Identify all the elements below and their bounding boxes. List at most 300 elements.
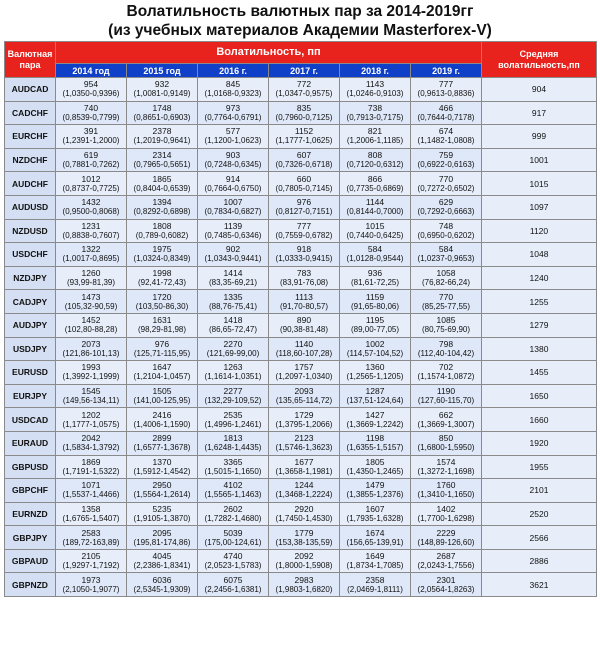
average-volatility: 1920 [482, 431, 597, 455]
price-range: (102,80-88,28) [64, 325, 118, 335]
volatility-cell [340, 243, 411, 267]
volatility-value: 2583 [81, 527, 101, 538]
price-range: (127,60-115,70) [417, 396, 475, 406]
volatility-value: 1360 [365, 362, 385, 373]
volatility-cell [340, 502, 411, 526]
volatility-cell [198, 313, 269, 337]
volatility-cell [340, 172, 411, 196]
volatility-value: 845 [225, 79, 241, 90]
volatility-cell [269, 337, 340, 361]
price-range: (1,5537-1,4466) [62, 490, 120, 500]
volatility-cell [56, 243, 127, 267]
average-volatility: 1120 [482, 219, 597, 243]
price-range: (1,7191-1,5322) [62, 466, 120, 476]
volatility-cell [411, 573, 482, 597]
volatility-value: 1452 [81, 315, 101, 326]
volatility-value: 1394 [152, 197, 172, 208]
volatility-cell [340, 101, 411, 125]
price-range: (1,6355-1,5157) [346, 443, 404, 453]
volatility-value: 1370 [152, 456, 172, 467]
price-range: (1,2104-1,0457) [133, 372, 191, 382]
volatility-value: 2123 [294, 433, 314, 444]
volatility-cell [56, 361, 127, 385]
price-range: (91,70-80,57) [279, 301, 329, 311]
price-range: (132,29-109,52) [204, 396, 262, 406]
volatility-cell [127, 455, 198, 479]
volatility-cell [340, 78, 411, 102]
volatility-cell [269, 172, 340, 196]
volatility-cell [269, 78, 340, 102]
volatility-value: 1159 [365, 291, 385, 302]
price-range: (0,7248-0,6345) [204, 160, 262, 170]
volatility-value: 740 [83, 102, 99, 113]
price-range: (0,8292-0,6898) [133, 207, 191, 217]
volatility-value: 1427 [365, 409, 385, 420]
price-range: (1,0246-0,9103) [346, 89, 404, 99]
volatility-cell [198, 148, 269, 172]
volatility-value: 6036 [152, 574, 172, 585]
table-body [5, 78, 597, 597]
volatility-value: 1545 [81, 386, 101, 397]
price-range: (1,5565-1,1463) [204, 490, 262, 500]
volatility-value: 1729 [294, 409, 314, 420]
price-range: (0,7913-0,7175) [346, 112, 404, 122]
volatility-cell [269, 431, 340, 455]
average-volatility: 1279 [482, 313, 597, 337]
average-volatility: 3621 [482, 573, 597, 597]
price-range: (93,99-81,39) [66, 278, 116, 288]
volatility-value: 1335 [223, 291, 243, 302]
volatility-cell [411, 266, 482, 290]
volatility-cell [198, 78, 269, 102]
price-range: (0,7440-0,6425) [346, 230, 404, 240]
volatility-value: 1322 [81, 244, 101, 255]
volatility-value: 1869 [81, 456, 101, 467]
price-range: (1,1482-1,0808) [417, 136, 475, 146]
volatility-cell [411, 78, 482, 102]
price-range: (148,89-126,60) [417, 537, 475, 547]
price-range: (1,3410-1,1650) [417, 490, 475, 500]
price-range: (0,789-0,6082) [135, 230, 189, 240]
price-range: (0,8838-0,7607) [62, 230, 120, 240]
price-range: (175,00-124,61) [204, 537, 262, 547]
volatility-value: 1805 [365, 456, 385, 467]
volatility-cell [340, 148, 411, 172]
volatility-value: 1993 [81, 362, 101, 373]
price-range: (0,8144-0,7000) [346, 207, 404, 217]
price-range: (0,7735-0,6869) [346, 183, 404, 193]
volatility-value: 466 [438, 102, 454, 113]
volatility-value: 783 [296, 268, 312, 279]
volatility-value: 1631 [152, 315, 172, 326]
volatility-value: 1649 [365, 551, 385, 562]
volatility-cell [127, 243, 198, 267]
price-range: (118,60-107,28) [275, 348, 333, 358]
volatility-cell [269, 125, 340, 149]
volatility-value: 808 [367, 150, 383, 161]
volatility-cell [56, 78, 127, 102]
volatility-cell [56, 148, 127, 172]
volatility-cell [340, 384, 411, 408]
volatility-value: 1071 [81, 480, 101, 491]
price-range: (105,32-90,59) [64, 301, 118, 311]
volatility-cell [411, 313, 482, 337]
volatility-value: 914 [225, 173, 241, 184]
volatility-cell [56, 384, 127, 408]
price-range: (1,0128-0,9544) [346, 254, 404, 264]
volatility-value: 5039 [223, 527, 243, 538]
average-volatility: 1255 [482, 290, 597, 314]
volatility-value: 2314 [152, 150, 172, 161]
pair-name: AUDCHF [5, 172, 56, 196]
price-range: (1,1777-1,0625) [275, 136, 333, 146]
pair-name: GBPUSD [5, 455, 56, 479]
price-range: (103,50-86,30) [135, 301, 189, 311]
price-range: (1,3658-1,1981) [275, 466, 333, 476]
average-volatility: 2886 [482, 549, 597, 573]
volatility-value: 1674 [365, 527, 385, 538]
price-range: (1,3795-1,2066) [275, 419, 333, 429]
volatility-cell [198, 101, 269, 125]
volatility-cell [269, 573, 340, 597]
volatility-cell [198, 502, 269, 526]
price-range: (1,2097-1,0340) [275, 372, 333, 382]
price-range: (1,0347-0,9575) [275, 89, 333, 99]
pair-name: USDJPY [5, 337, 56, 361]
volatility-cell [411, 101, 482, 125]
average-volatility: 1955 [482, 455, 597, 479]
price-range: (1,3992-1,1999) [62, 372, 120, 382]
average-volatility: 1455 [482, 361, 597, 385]
price-range: (1,3468-1,2224) [275, 490, 333, 500]
price-range: (0,7559-0,6782) [275, 230, 333, 240]
volatility-value: 1231 [81, 220, 101, 231]
price-range: (195,81-174,86) [133, 537, 191, 547]
volatility-cell [411, 549, 482, 573]
table-row [5, 526, 597, 550]
average-volatility: 1015 [482, 172, 597, 196]
price-range: (1,7935-1,6328) [346, 513, 404, 523]
volatility-cell [56, 408, 127, 432]
price-range: (83,91-76,08) [279, 278, 329, 288]
price-range: (125,71-115,95) [133, 348, 191, 358]
volatility-value: 2229 [436, 527, 456, 538]
price-range: (0,8404-0,6539) [133, 183, 191, 193]
price-range: (1,5746-1,3623) [275, 443, 333, 453]
price-range: (1,0168-0,9323) [204, 89, 262, 99]
volatility-value: 777 [438, 79, 454, 90]
volatility-value: 850 [438, 433, 454, 444]
volatility-cell [269, 148, 340, 172]
volatility-value: 1865 [152, 173, 172, 184]
price-range: (0,8737-0,7725) [62, 183, 120, 193]
price-range: (1,1574-1,0872) [417, 372, 475, 382]
volatility-cell [127, 78, 198, 102]
volatility-value: 1432 [81, 197, 101, 208]
volatility-value: 4102 [223, 480, 243, 491]
volatility-value: 5235 [152, 503, 172, 514]
volatility-value: 1479 [365, 480, 385, 491]
volatility-value: 2950 [152, 480, 172, 491]
volatility-cell [198, 219, 269, 243]
price-range: (1,6765-1,5407) [62, 513, 120, 523]
pair-name: GBPNZD [5, 573, 56, 597]
volatility-value: 584 [438, 244, 454, 255]
volatility-cell [269, 313, 340, 337]
volatility-cell [127, 549, 198, 573]
price-range: (2,0523-1,5783) [204, 561, 262, 571]
price-range: (114,57-104,52) [346, 348, 404, 358]
volatility-value: 1195 [365, 315, 385, 326]
price-range: (2,0243-1,7556) [417, 561, 475, 571]
volatility-value: 1144 [365, 197, 385, 208]
volatility-value: 702 [438, 362, 454, 373]
price-range: (2,0564-1,8263) [417, 584, 475, 594]
volatility-value: 759 [438, 150, 454, 161]
volatility-value: 1975 [152, 244, 172, 255]
table-row [5, 125, 597, 149]
volatility-cell [198, 479, 269, 503]
volatility-value: 2687 [436, 551, 456, 562]
volatility-value: 1202 [81, 409, 101, 420]
average-volatility: 2520 [482, 502, 597, 526]
volatility-value: 2073 [81, 338, 101, 349]
volatility-value: 1505 [152, 386, 172, 397]
volatility-cell [269, 219, 340, 243]
volatility-value: 2358 [365, 574, 385, 585]
price-range: (0,7805-0,7145) [275, 183, 333, 193]
pair-name: EURCHF [5, 125, 56, 149]
volatility-cell [198, 408, 269, 432]
price-range: (1,3855-1,2376) [346, 490, 404, 500]
volatility-value: 1190 [436, 386, 456, 397]
volatility-cell [198, 384, 269, 408]
volatility-value: 577 [225, 126, 241, 137]
volatility-value: 1748 [152, 102, 172, 113]
volatility-value: 976 [154, 338, 170, 349]
year-header: 2017 г. [269, 64, 340, 78]
volatility-value: 1358 [81, 503, 101, 514]
price-range: (112,40-104,42) [417, 348, 475, 358]
table-row [5, 479, 597, 503]
price-range: (1,8000-1,5908) [275, 561, 333, 571]
volatility-cell [269, 266, 340, 290]
volatility-value: 1813 [223, 433, 243, 444]
volatility-cell [411, 431, 482, 455]
volatility-value: 662 [438, 409, 454, 420]
volatility-cell [411, 384, 482, 408]
price-range: (0,7644-0,7178) [417, 112, 475, 122]
volatility-value: 936 [367, 268, 383, 279]
volatility-value: 2899 [152, 433, 172, 444]
price-range: (0,7326-0,6718) [275, 160, 333, 170]
price-range: (0,9613-0,8836) [417, 89, 475, 99]
price-range: (1,9105-1,3870) [133, 513, 191, 523]
volatility-cell [269, 195, 340, 219]
volatility-value: 835 [296, 102, 312, 113]
volatility-cell [411, 455, 482, 479]
volatility-cell [127, 195, 198, 219]
volatility-cell [411, 125, 482, 149]
volatility-value: 821 [367, 126, 383, 137]
volatility-cell [340, 313, 411, 337]
pair-name: NZDJPY [5, 266, 56, 290]
volatility-cell [127, 219, 198, 243]
price-range: (1,0324-0,8349) [133, 254, 191, 264]
price-range: (1,7282-1,4680) [204, 513, 262, 523]
price-range: (2,2456-1,6381) [204, 584, 262, 594]
volatility-value: 629 [438, 197, 454, 208]
header-average: Средняя волатильность,пп [482, 42, 597, 78]
volatility-cell [340, 219, 411, 243]
price-range: (0,8127-0,7151) [275, 207, 333, 217]
volatility-value: 1760 [436, 480, 456, 491]
price-range: (92,41-72,43) [137, 278, 187, 288]
volatility-value: 772 [296, 79, 312, 90]
price-range: (1,2006-1,1185) [346, 136, 404, 146]
volatility-value: 932 [154, 79, 170, 90]
volatility-table [4, 41, 597, 597]
volatility-value: 1002 [365, 338, 385, 349]
volatility-cell [56, 290, 127, 314]
volatility-value: 4045 [152, 551, 172, 562]
volatility-cell [269, 526, 340, 550]
volatility-cell [411, 337, 482, 361]
volatility-value: 918 [296, 244, 312, 255]
volatility-cell [411, 148, 482, 172]
volatility-value: 973 [225, 102, 241, 113]
average-volatility: 2101 [482, 479, 597, 503]
volatility-cell [56, 573, 127, 597]
volatility-value: 748 [438, 220, 454, 231]
volatility-value: 1263 [223, 362, 243, 373]
price-range: (0,7881-0,7262) [62, 160, 120, 170]
volatility-cell [56, 479, 127, 503]
year-header: 2018 г. [340, 64, 411, 78]
volatility-cell [198, 455, 269, 479]
volatility-cell [269, 479, 340, 503]
header-volatility: Волатильность, пп [56, 42, 482, 64]
volatility-value: 1720 [152, 291, 172, 302]
table-row [5, 101, 597, 125]
volatility-cell [127, 266, 198, 290]
table-row [5, 408, 597, 432]
price-range: (0,7764-0,6791) [204, 112, 262, 122]
price-range: (1,4996-1,2461) [204, 419, 262, 429]
volatility-cell [411, 219, 482, 243]
volatility-cell [56, 549, 127, 573]
pair-name: GBPCHF [5, 479, 56, 503]
volatility-cell [411, 290, 482, 314]
price-range: (1,9803-1,6820) [275, 584, 333, 594]
volatility-cell [411, 526, 482, 550]
table-row [5, 384, 597, 408]
volatility-value: 1113 [295, 291, 313, 302]
title-line-2: (из учебных материалов Академии Masterforex-V) [108, 22, 492, 39]
volatility-cell [269, 384, 340, 408]
price-range: (1,0237-0,9653) [417, 254, 475, 264]
volatility-cell [340, 526, 411, 550]
price-range: (153,38-135,59) [275, 537, 333, 547]
price-range: (1,3272-1,1698) [417, 466, 475, 476]
volatility-value: 1973 [81, 574, 101, 585]
volatility-cell [198, 172, 269, 196]
pair-name: GBPJPY [5, 526, 56, 550]
price-range: (1,2391-1,2000) [62, 136, 120, 146]
table-row [5, 431, 597, 455]
price-range: (1,0081-0,9149) [133, 89, 191, 99]
table-row [5, 243, 597, 267]
volatility-value: 674 [438, 126, 454, 137]
table-row [5, 266, 597, 290]
price-range: (0,9500-0,8068) [62, 207, 120, 217]
volatility-value: 1015 [365, 220, 385, 231]
average-volatility: 2566 [482, 526, 597, 550]
volatility-cell [269, 549, 340, 573]
volatility-cell [269, 361, 340, 385]
volatility-value: 619 [83, 150, 99, 161]
header-pair: Валютная пара [5, 42, 56, 78]
volatility-cell [269, 408, 340, 432]
price-range: (1,4350-1,2465) [346, 466, 404, 476]
volatility-value: 1139 [223, 220, 243, 231]
volatility-value: 1677 [294, 456, 314, 467]
volatility-cell [127, 479, 198, 503]
price-range: (91,65-80,06) [350, 301, 400, 311]
price-range: (1,5015-1,1650) [204, 466, 262, 476]
average-volatility: 1097 [482, 195, 597, 219]
price-range: (1,9297-1,7192) [62, 561, 120, 571]
price-range: (1,5834-1,3792) [62, 443, 120, 453]
price-range: (1,3669-1,2242) [346, 419, 404, 429]
volatility-cell [56, 502, 127, 526]
price-range: (0,7834-0,6827) [204, 207, 262, 217]
volatility-value: 1152 [294, 126, 314, 137]
volatility-cell [198, 573, 269, 597]
price-range: (0,6922-0,6163) [417, 160, 475, 170]
volatility-value: 2105 [81, 551, 101, 562]
price-range: (0,8651-0,6903) [133, 112, 191, 122]
volatility-cell [340, 479, 411, 503]
price-range: (81,61-72,25) [350, 278, 400, 288]
volatility-value: 890 [296, 315, 312, 326]
volatility-cell [198, 290, 269, 314]
pair-name: NZDCHF [5, 148, 56, 172]
price-range: (76,82-66,24) [421, 278, 471, 288]
average-volatility: 1660 [482, 408, 597, 432]
average-volatility: 1650 [482, 384, 597, 408]
volatility-cell [127, 384, 198, 408]
volatility-cell [127, 361, 198, 385]
volatility-cell [198, 243, 269, 267]
volatility-value: 2270 [223, 338, 243, 349]
average-volatility: 1048 [482, 243, 597, 267]
volatility-cell [340, 455, 411, 479]
volatility-cell [411, 172, 482, 196]
volatility-value: 1260 [81, 268, 101, 279]
price-range: (189,72-163,89) [62, 537, 120, 547]
volatility-value: 2535 [223, 409, 243, 420]
price-range: (1,0343-0,9441) [204, 254, 262, 264]
volatility-value: 1140 [294, 338, 314, 349]
price-range: (1,8734-1,7085) [346, 561, 404, 571]
price-range: (2,0469-1,8111) [347, 584, 403, 594]
volatility-cell [127, 290, 198, 314]
volatility-value: 2301 [436, 574, 456, 585]
volatility-value: 2416 [152, 409, 172, 420]
volatility-cell [198, 431, 269, 455]
price-range: (1,4006-1,1590) [133, 419, 191, 429]
